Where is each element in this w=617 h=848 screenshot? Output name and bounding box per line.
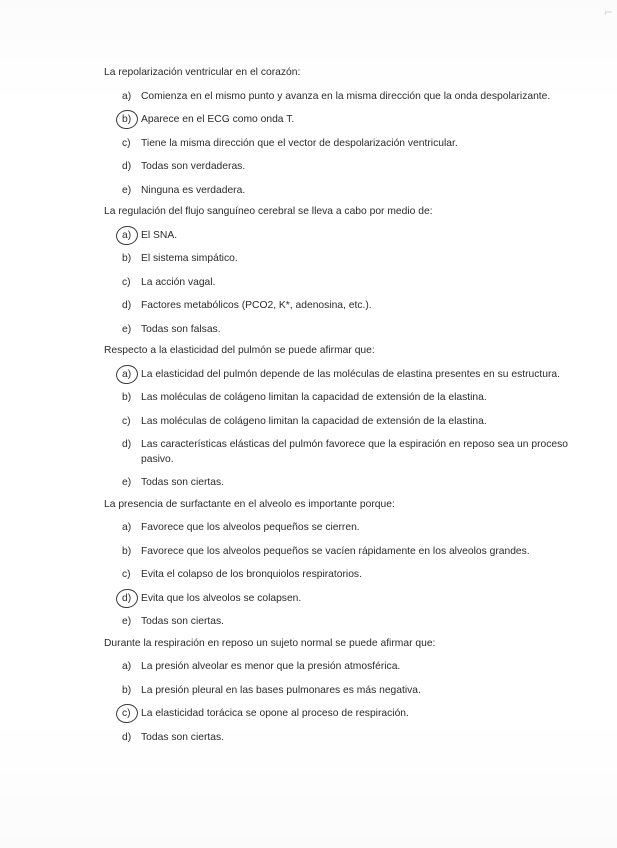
answer-option bbox=[104, 592, 574, 607]
answer-option bbox=[104, 252, 574, 267]
option-text: Todas son falsas. bbox=[141, 323, 221, 335]
answer-option bbox=[104, 184, 574, 199]
answer-option bbox=[104, 521, 574, 536]
option-text: Favorece que los alveolos pequeños se vacíen rápidamente en los alveolos grandes. bbox=[141, 545, 530, 557]
option-letter: a) bbox=[122, 90, 132, 102]
question-5 bbox=[104, 637, 574, 746]
option-text: Evita que los alveolos se colapsen. bbox=[141, 592, 302, 604]
option-text: Evita el colapso de los bronquiolos respiratorios. bbox=[141, 569, 362, 580]
option-letter: b) bbox=[122, 545, 132, 557]
option-text: Comienza en el mismo punto y avanza en la misma dirección que la onda despolarizante. bbox=[141, 90, 551, 102]
question-stem: La presencia de surfactante en el alveolo es importante porque: bbox=[104, 498, 395, 510]
option-letter: c) bbox=[122, 569, 131, 580]
scan-corner-mark: ⌐ bbox=[603, 6, 613, 19]
question-stem: Durante la respiración en reposo un sujeto normal se puede afirmar que: bbox=[104, 637, 436, 649]
option-text: Tiene la misma dirección que el vector de despolarización ventricular. bbox=[141, 137, 458, 149]
option-text: Todas son ciertas. bbox=[141, 731, 224, 743]
question-stem: Respecto a la elasticidad del pulmón se puede afirmar que: bbox=[104, 345, 375, 356]
answer-option bbox=[104, 415, 574, 430]
answer-option bbox=[104, 545, 574, 560]
answer-option bbox=[104, 615, 574, 630]
option-text: Todas son ciertas. bbox=[141, 616, 224, 627]
answer-options bbox=[104, 660, 574, 745]
option-letter: d) bbox=[122, 439, 132, 450]
option-text: La acción vagal. bbox=[141, 276, 216, 288]
option-letter: c) bbox=[122, 708, 131, 719]
option-text: La elasticidad del pulmón depende de las moléculas de elastina presentes en su estructura. bbox=[141, 368, 561, 380]
option-letter: b) bbox=[122, 253, 132, 264]
answer-option bbox=[104, 368, 574, 383]
answer-option bbox=[104, 90, 574, 105]
option-letter: c) bbox=[122, 276, 131, 288]
option-text: Todas son ciertas. bbox=[141, 477, 224, 488]
option-letter: a) bbox=[122, 368, 132, 380]
option-letter: e) bbox=[122, 323, 132, 335]
question-2 bbox=[104, 205, 574, 337]
answer-option bbox=[104, 391, 574, 406]
answer-option bbox=[104, 438, 574, 467]
answer-options bbox=[104, 521, 574, 630]
option-text: El SNA. bbox=[141, 229, 178, 241]
option-text: Todas son verdaderas. bbox=[141, 161, 246, 172]
answer-option bbox=[104, 229, 574, 244]
exam-questions bbox=[104, 66, 574, 754]
answer-option bbox=[104, 707, 574, 722]
answer-option bbox=[104, 299, 574, 314]
question-stem: La regulación del flujo sanguíneo cerebral se lleva a cabo por medio de: bbox=[104, 206, 433, 217]
option-letter: d) bbox=[122, 592, 132, 604]
option-text: Factores metabólicos (PCO2, K*, adenosina, etc.). bbox=[141, 300, 372, 311]
option-letter: d) bbox=[122, 161, 132, 172]
option-text: Las características elásticas del pulmón favorece que la espiración en reposo sea un proceso pasivo. bbox=[141, 439, 568, 465]
answer-options bbox=[104, 90, 574, 199]
question-1 bbox=[104, 66, 574, 198]
answer-option bbox=[104, 660, 574, 675]
option-text: Aparece en el ECG como onda T. bbox=[141, 114, 295, 125]
option-letter: d) bbox=[122, 300, 132, 311]
option-text: La presión pleural en las bases pulmonares es más negativa. bbox=[141, 684, 421, 696]
option-text: Favorece que los alveolos pequeños se cierren. bbox=[141, 522, 360, 533]
option-text: La presión alveolar es menor que la presión atmosférica. bbox=[141, 661, 401, 672]
option-text: Las moléculas de colágeno limitan la capacidad de extensión de la elastina. bbox=[141, 415, 487, 427]
option-letter: e) bbox=[122, 184, 132, 196]
option-letter: a) bbox=[122, 522, 132, 533]
answer-option bbox=[104, 323, 574, 338]
option-letter: b) bbox=[122, 684, 132, 696]
answer-option bbox=[104, 276, 574, 291]
option-letter: a) bbox=[122, 661, 132, 672]
option-letter: b) bbox=[122, 114, 132, 125]
answer-option bbox=[104, 113, 574, 128]
answer-option bbox=[104, 476, 574, 491]
option-letter: a) bbox=[122, 229, 132, 241]
question-stem: La repolarización ventricular en el corazón: bbox=[104, 67, 301, 78]
question-3 bbox=[104, 344, 574, 491]
answer-option bbox=[104, 137, 574, 152]
option-letter: e) bbox=[122, 477, 132, 488]
answer-option bbox=[104, 568, 574, 583]
answer-options bbox=[104, 229, 574, 338]
option-letter: d) bbox=[122, 731, 132, 743]
option-letter: c) bbox=[122, 137, 131, 149]
answer-option bbox=[104, 731, 574, 746]
answer-option bbox=[104, 684, 574, 699]
option-letter: b) bbox=[122, 392, 132, 403]
answer-options bbox=[104, 368, 574, 491]
option-letter: c) bbox=[122, 415, 131, 427]
option-text: El sistema simpático. bbox=[141, 253, 238, 264]
option-text: Las moléculas de colágeno limitan la capacidad de extensión de la elastina. bbox=[141, 392, 487, 403]
question-4 bbox=[104, 498, 574, 630]
option-text: La elasticidad torácica se opone al proceso de respiración. bbox=[141, 708, 409, 719]
answer-option bbox=[104, 160, 574, 175]
option-text: Ninguna es verdadera. bbox=[141, 184, 246, 196]
option-letter: e) bbox=[122, 616, 132, 627]
